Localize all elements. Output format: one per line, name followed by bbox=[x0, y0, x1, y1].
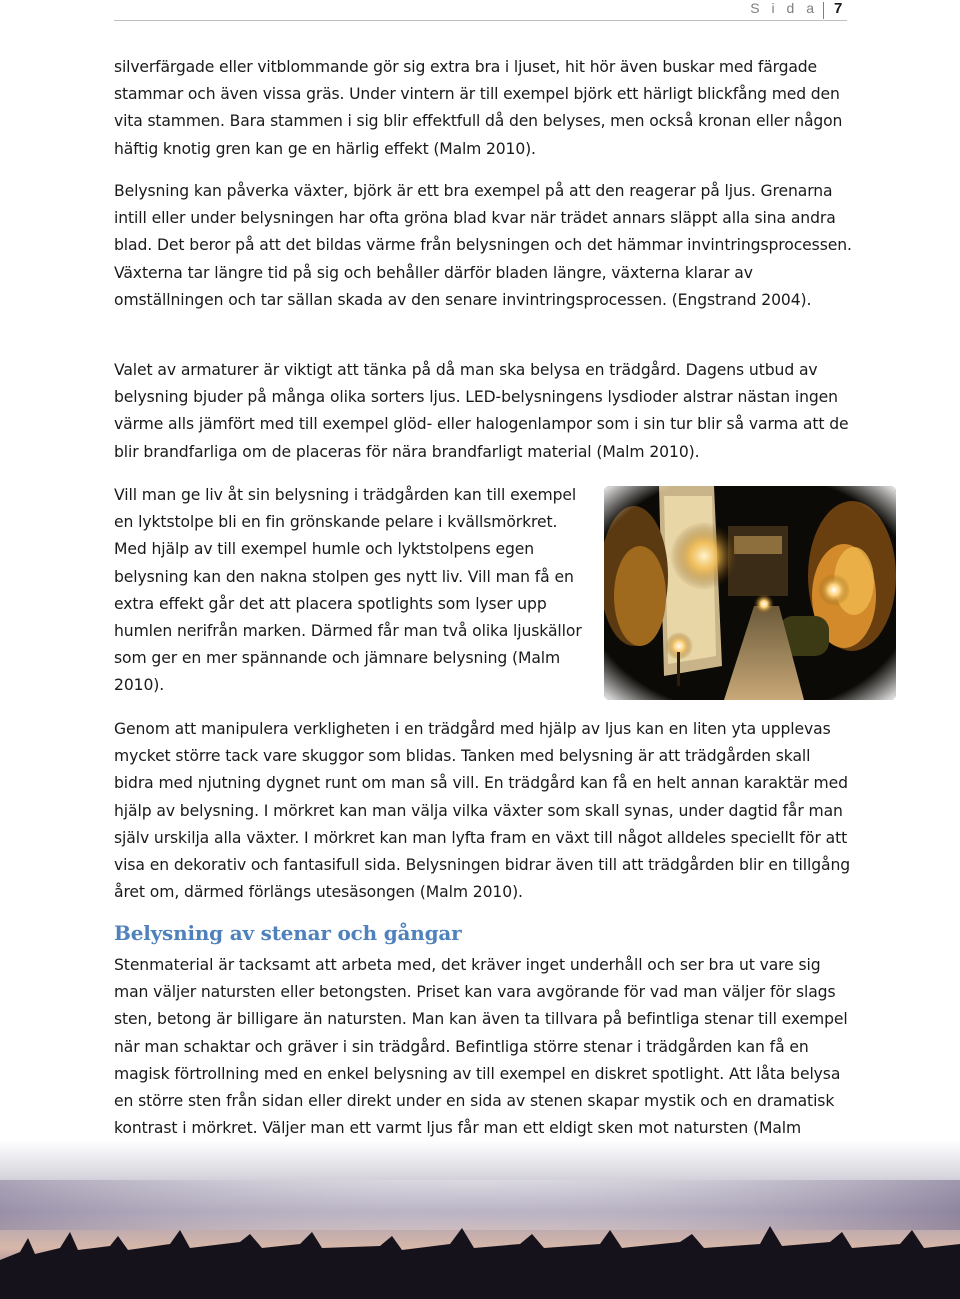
paragraph-5: Genom att manipulera verkligheten i en trädgård med hjälp av ljus kan en liten yta upplevas mycket större tack vare skuggor som blidas. Tanken med belysning är att trädgården skall bidra med njutning dygnet runt om man så vill. En trädgård kan få en helt annan karaktär med hjälp av belysning. I mörkret kan man välja vilka växter som skall synas, under dagtid får man själv urskilja alla växter. I mörkret kan man lyfta fram en växt till något alldeles speciellt för att visa en dekorativ och fantasifull sida. Belysningen bidrar även till att trädgården blir en tillgång året om, därmed förlängs utesäsongen (Malm 2010). bbox=[114, 720, 851, 902]
paragraph-3: Valet av armaturer är viktigt att tänka på då man ska belysa en trädgård. Dagens utbud av belysning bjuder på många olika sorters ljus. LED-belysningens lysdioder alstrar nästan ingen värme alls jämfört med till exempel glöd- eller halogenlampor som i sin tur blir så varma att de blir brandfarliga om de placeras för nära brandfarligt material (Malm 2010). bbox=[114, 361, 849, 461]
page-number: 7 bbox=[834, 0, 843, 17]
paragraph-1: silverfärgade eller vitblommande gör sig extra bra i ljuset, hit hör även buskar med färgade stammar och även vissa gräs. Under vintern är till exempel björk ett härligt blickfång med den vita stammen. Bara stammen i sig blir effektfull då den belyses, men också kronan eller någon häftig knotig gren kan ge en härlig effekt (Malm 2010). bbox=[114, 58, 843, 158]
page-number-separator bbox=[823, 2, 824, 19]
garden-night-lighting-photo bbox=[604, 486, 896, 700]
section-heading: Belysning av stenar och gångar bbox=[114, 921, 462, 945]
header-rule bbox=[114, 20, 847, 21]
footer-sunset-banner bbox=[0, 1140, 960, 1299]
paragraph-4: Vill man ge liv åt sin belysning i trädgården kan till exempel en lyktstolpe bli en fin grönskande pelare i kvällsmörkret. Med hjälp av till exempel humle och lyktstolpens egen belysning kan den nakna stolpen ges nytt liv. Vill man få en extra effekt går det att placera spotlights som lyser upp humlen nerifrån marken. Därmed får man två olika ljuskällor som ger en mer spännande och jämnare belysning (Malm 2010). bbox=[114, 486, 582, 695]
paragraph-2: Belysning kan påverka växter, björk är ett bra exempel på att den reagerar på ljus. Grenarna intill eller under belysningen har ofta gröna blad kvar när trädet annars släppt alla sina andra blad. Det beror på att det bildas värme från belysningen och det hämmar invintringsprocessen. Växterna tar längre tid på sig och behåller därför bladen längre, växterna klarar av omställningen och tar sällan skada av den senare invintringsprocessen. (Engstrand 2004). bbox=[114, 182, 852, 309]
page-label: S i d a bbox=[750, 0, 818, 16]
paragraph-6: Stenmaterial är tacksamt att arbeta med, det kräver inget underhåll och ser bra ut vare sig man väljer natursten eller betongsten. Priset kan vara avgörande för vad man väljer för slags sten, betong är billigare än natursten. Man kan även ta tillvara på befintliga stenar till exempel när man schaktar och gräver i sin trädgård. Befintliga större stenar i trädgården kan få en magisk förtrollning med en enkel belysning av till exempel en diskret spotlight. Att låta belysa en större sten från sidan eller direkt under en sida av stenen skapar mystik och en dramatisk kontrast i mörkret. Väljer man ett varmt ljus får man ett eldigt sken mot natursten (Malm bbox=[114, 956, 848, 1138]
